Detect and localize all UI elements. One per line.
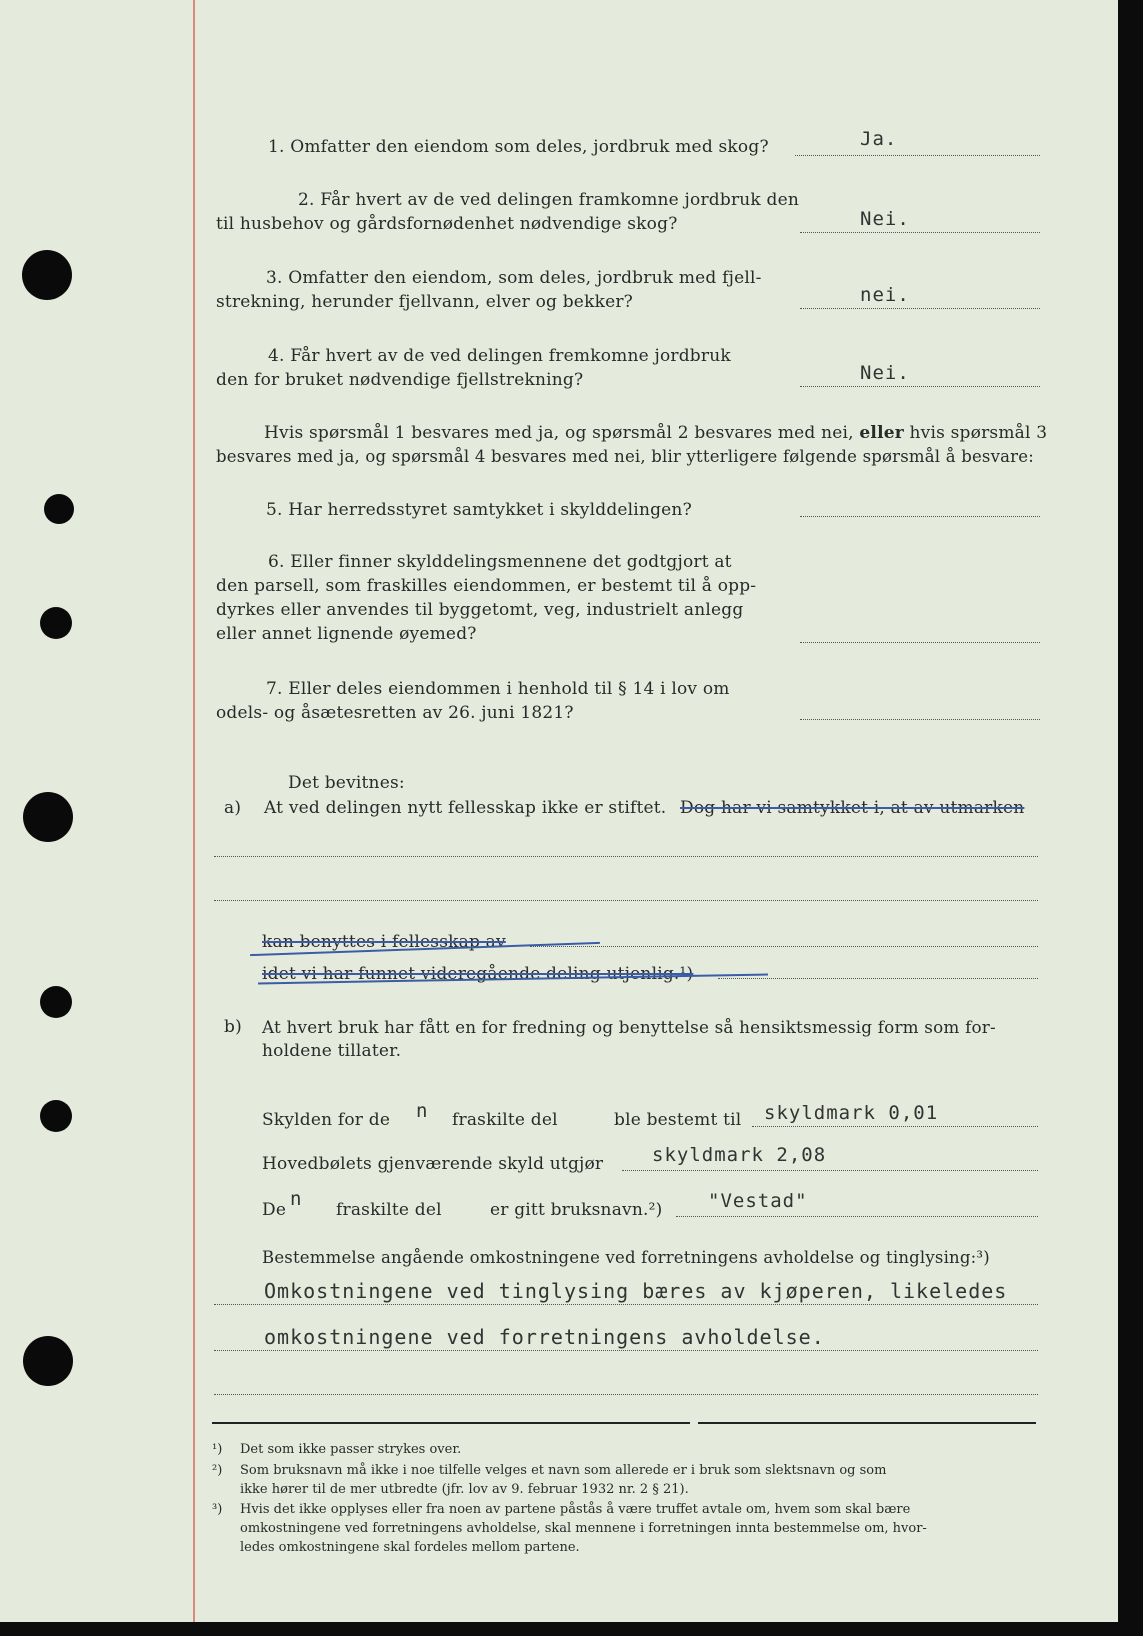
question-5: 5. Har herredsstyret samtykket i skylddelingen?	[266, 500, 692, 520]
punch-hole	[23, 1336, 73, 1386]
value-line	[676, 1216, 1038, 1217]
skyld-row-1-part: fraskilte del	[452, 1110, 558, 1130]
attest-a-statement: At ved delingen nytt fellesskap ikke er stiftet.	[264, 798, 667, 818]
footnote-3-line-1: Hvis det ikke opplyses eller fra noen av partene påstås å være truffet avtale om, hvem som skal bære	[240, 1502, 911, 1517]
answer-3: nei.	[860, 284, 910, 306]
footnote-2-line-1: Som bruksnavn må ikke i noe tilfelle velges et navn som allerede er i bruk som slektsnavn og som	[240, 1463, 887, 1478]
signature-line	[698, 1422, 1036, 1424]
attest-a-struck: Dog har vi samtykket i, at av utmarken	[680, 798, 1025, 818]
answer-line	[795, 155, 1040, 156]
costs-line-1: Omkostningene ved tinglysing bæres av kjøperen, likeledes	[264, 1279, 1008, 1303]
question-6-line-3: dyrkes eller anvendes til byggetomt, veg, industrielt anlegg	[216, 600, 744, 620]
skyld-row-3-value: "Vestad"	[708, 1190, 808, 1212]
blank-line	[214, 900, 1038, 901]
attest-b-label: b)	[224, 1017, 242, 1037]
blank-line	[214, 1394, 1038, 1395]
signature-line	[212, 1422, 690, 1424]
answer-line	[800, 642, 1040, 643]
question-1: 1. Omfatter den eiendom som deles, jordbruk med skog?	[268, 137, 769, 157]
attest-a-line-3: kan benyttes i fellesskap av	[262, 932, 506, 952]
blank-line	[214, 1304, 1038, 1305]
question-3-line-2: strekning, herunder fjellvann, elver og bekker?	[216, 292, 633, 312]
blank-line	[214, 856, 1038, 857]
attest-a-line-4: idet vi har funnet videregående deling utjenlig.¹)	[262, 964, 694, 984]
footnote-2-mark: ²)	[212, 1463, 223, 1478]
answer-line	[800, 308, 1040, 309]
footnote-3-line-2: omkostningene ved forretningens avholdelse, skal mennene i forretningen innta bestemmelse om, hvor-	[240, 1521, 927, 1536]
footnote-3-line-3: ledes omkostningene skal fordeles mellom partene.	[240, 1540, 580, 1555]
punch-hole	[23, 792, 73, 842]
question-2-line-2: til husbehov og gårdsfornødenhet nødvendige skog?	[216, 214, 678, 234]
question-3-line-1: 3. Omfatter den eiendom, som deles, jordbruk med fjell-	[266, 268, 762, 288]
punch-hole	[44, 494, 74, 524]
attest-b-line-2: holdene tillater.	[262, 1041, 402, 1061]
question-4-line-1: 4. Får hvert av de ved delingen fremkomne jordbruk	[268, 346, 731, 366]
value-line	[622, 1170, 1038, 1171]
punch-hole	[40, 1100, 72, 1132]
attest-b-line-1: At hvert bruk har fått en for fredning og benyttelse så hensiktsmessig form som for-	[262, 1017, 996, 1037]
footnote-3-mark: ³)	[212, 1502, 223, 1517]
answer-4: Nei.	[860, 362, 910, 384]
margin-line	[193, 0, 195, 1622]
punch-hole	[40, 607, 72, 639]
answer-line	[800, 719, 1040, 720]
answer-line	[800, 386, 1040, 387]
answer-1: Ja.	[860, 128, 898, 150]
punch-hole	[40, 986, 72, 1018]
answer-line	[800, 232, 1040, 233]
answer-line	[800, 516, 1040, 517]
attest-a-label: a)	[224, 798, 242, 818]
skyld-row-1-value: skyldmark 0,01	[764, 1102, 939, 1124]
skyld-row-1-n: n	[416, 1100, 429, 1122]
skyld-row-1-label: Skylden for de	[262, 1110, 391, 1130]
blank-line	[530, 946, 1038, 947]
condition-line-1: Hvis spørsmål 1 besvares med ja, og spørsmål 2 besvares med nei, eller hvis spørsmål 3	[264, 423, 1048, 443]
condition-line-2: besvares med ja, og spørsmål 4 besvares med nei, blir ytterligere følgende spørsmål å besvare:	[216, 447, 1034, 466]
question-4-line-2: den for bruket nødvendige fjellstrekning?	[216, 370, 584, 390]
footnote-1-mark: ¹)	[212, 1442, 223, 1457]
answer-2: Nei.	[860, 208, 910, 230]
skyld-row-3-label: De	[262, 1200, 287, 1220]
footnote-2-line-2: ikke hører til de mer utbredte (jfr. lov av 9. februar 1932 nr. 2 § 21).	[240, 1482, 689, 1497]
blank-line	[718, 978, 1038, 979]
blank-line	[214, 1350, 1038, 1351]
costs-line-2: omkostningene ved forretningens avholdelse.	[264, 1325, 825, 1349]
question-6-line-1: 6. Eller finner skylddelingsmennene det godtgjort at	[268, 552, 732, 572]
skyld-row-3-verb: er gitt bruksnavn.²)	[490, 1200, 663, 1220]
skyld-row-3-n: n	[290, 1188, 303, 1210]
question-6-line-4: eller annet lignende øyemed?	[216, 624, 477, 644]
skyld-row-2-label: Hovedbølets gjenværende skyld utgjør	[262, 1154, 604, 1174]
skyld-row-2-value: skyldmark 2,08	[652, 1144, 827, 1166]
question-6-line-2: den parsell, som fraskilles eiendommen, er bestemt til å opp-	[216, 576, 757, 596]
punch-hole	[22, 250, 72, 300]
attest-heading: Det bevitnes:	[288, 773, 405, 793]
skyld-row-1-verb: ble bestemt til	[614, 1110, 742, 1130]
attest-a-text	[264, 796, 1024, 820]
condition-emphasis: eller	[859, 423, 904, 443]
question-2-line-1: 2. Får hvert av de ved delingen framkomne jordbruk den	[298, 190, 800, 210]
question-7-line-2: odels- og åsætesretten av 26. juni 1821?	[216, 703, 574, 723]
value-line	[752, 1126, 1038, 1127]
costs-label: Bestemmelse angående omkostningene ved forretningens avholdelse og tinglysing:³)	[262, 1248, 990, 1267]
question-7-line-1: 7. Eller deles eiendommen i henhold til § 14 i lov om	[266, 679, 730, 699]
skyld-row-3-part: fraskilte del	[336, 1200, 442, 1220]
footnote-1: Det som ikke passer strykes over.	[240, 1442, 462, 1457]
